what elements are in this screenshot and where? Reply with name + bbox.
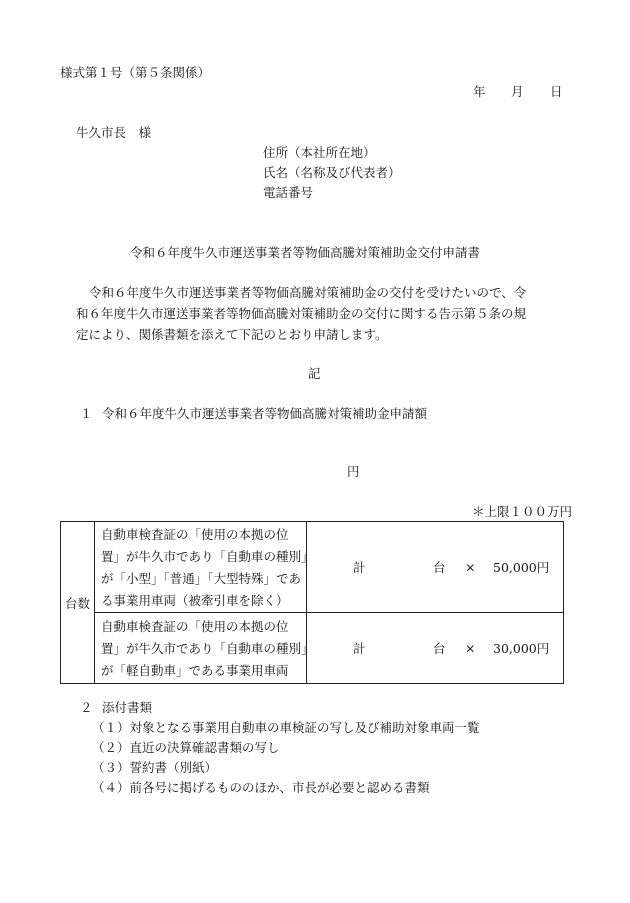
row1-description: [95, 522, 314, 613]
limit-note: ＊上限１００万円: [472, 504, 573, 519]
row1-desc-line: 自動車検査証の「使用の本拠の位: [101, 527, 289, 542]
category-cell: [61, 522, 95, 684]
row2-description: [95, 613, 314, 684]
amount-unit: 円: [347, 464, 360, 479]
row1-times-sign: ×: [465, 559, 476, 575]
section2-number: ２: [80, 700, 93, 715]
attachment-item: （２）直近の決算確認書類の写し: [92, 740, 280, 755]
row1-desc-line: が「小型」「普通」「大型特殊」であ: [101, 571, 302, 586]
address-label: 住所（本社所在地）: [263, 145, 376, 160]
row2-desc-line: が「軽自動車」である事業用車両: [101, 663, 289, 678]
section1-heading: 令和６年度牛久市運送事業者等物価高騰対策補助金申請額: [102, 406, 428, 421]
body-line-2: 和６年度牛久市運送事業者等物価高騰対策補助金の交付に関する告示第５条の規: [76, 306, 527, 321]
row2-times-sign: ×: [465, 640, 476, 656]
row2-desc-line: 自動車検査証の「使用の本拠の位: [101, 619, 289, 634]
attachment-item: （３）誓約書（別紙）: [92, 760, 218, 775]
row1-desc-line: る事業用車両（被牽引車を除く）: [101, 593, 289, 608]
date-month-label: 月: [511, 84, 524, 99]
ki-marker: 記: [308, 366, 321, 381]
body-line-1: 令和６年度牛久市運送事業者等物価高騰対策補助金の交付を受けたいので、令: [89, 285, 527, 300]
row1-total-label: 計: [353, 560, 366, 575]
phone-label: 電話番号: [263, 185, 314, 200]
row2-unit-price: 30,000円: [493, 641, 550, 656]
row2-total-label: 計: [353, 641, 366, 656]
category-label: 台数: [64, 595, 90, 611]
row2-desc-line: 置」が牛久市であり「自動車の種別」: [101, 641, 314, 656]
row2-unit-label: 台: [433, 641, 446, 656]
row1-unit-label: 台: [433, 560, 446, 575]
vehicle-count-table: [60, 521, 564, 684]
row1-calculation: [307, 522, 564, 613]
name-label: 氏名（名称及び代表者）: [263, 165, 401, 180]
document-title: 令和６年度牛久市運送事業者等物価高騰対策補助金交付申請書: [130, 245, 481, 260]
row1-desc-line: 置」が牛久市であり「自動車の種別」: [101, 549, 314, 564]
body-line-3: 定により、関係書類を添えて下記のとおり申請します。: [76, 327, 388, 342]
section2-heading: 添付書類: [102, 700, 153, 715]
attachment-item: （１）対象となる事業用自動車の車検証の写し及び補助対象車両一覧: [92, 720, 480, 735]
attachment-item: （４）前各号に掲げるもののほか、市長が必要と認める書類: [92, 780, 430, 795]
date-day-label: 日: [550, 84, 563, 99]
date-year-label: 年: [473, 84, 486, 99]
table-row: [61, 613, 564, 684]
form-number: 様式第１号（第５条関係）: [60, 65, 211, 80]
table-row: [61, 522, 564, 613]
row1-unit-price: 50,000円: [493, 560, 550, 575]
row2-calculation: [307, 613, 564, 684]
section1-number: １: [80, 406, 93, 421]
addressee: 牛久市長 様: [76, 125, 152, 140]
